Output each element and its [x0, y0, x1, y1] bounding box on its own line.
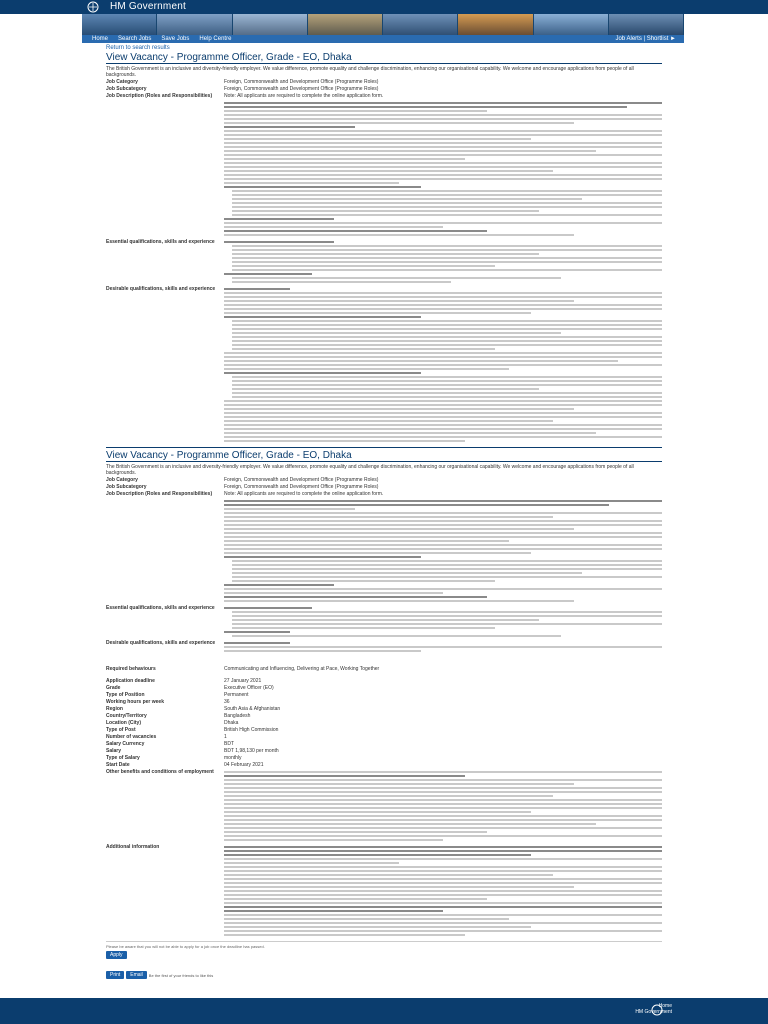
detail-row: Working hours per week 36 [106, 699, 230, 705]
detail-value: Note: All applicants are required to complete the online application form. [224, 491, 384, 497]
nav-item-help[interactable]: Help Centre [199, 36, 232, 42]
detail-label: Job Category [106, 477, 138, 483]
detail-row [106, 666, 662, 672]
detail-row: Grade Executive Officer (EO) [106, 685, 274, 691]
site-title[interactable]: HM Government [110, 1, 186, 12]
detail-label: Desirable qualifications, skills and experience [106, 640, 216, 646]
detail-row: Type of Position Permanent [106, 692, 249, 698]
nav-item-alerts[interactable]: Job Alerts | Shortlist ► [615, 36, 676, 42]
section-divider [106, 941, 662, 942]
detail-label: Desirable qualifications, skills and experience [106, 286, 216, 292]
intro-text: The British Government is an inclusive and diversity-friendly employer. We value difference, promote equality and challenge discrimination, enhancing our organisational capability. We welcome and encourage applications from people of all backgrounds. [106, 66, 634, 78]
detail-row: Location (City) Dhaka [106, 720, 239, 726]
detail-row [106, 491, 662, 497]
detail-label: Job Category [106, 79, 138, 85]
detail-row: Salary Currency BDT [106, 741, 234, 747]
detail-label: Job Subcategory [106, 484, 147, 490]
description-block [106, 498, 662, 604]
detail-row [106, 844, 662, 938]
detail-row: Application deadline 27 January 2021 [106, 678, 262, 684]
detail-row: Start Date 04 February 2021 [106, 762, 264, 768]
banner-photo [383, 14, 458, 35]
detail-value: Foreign, Commonwealth and Development Office (Programme Roles) [224, 477, 379, 483]
detail-row: Country/Territory Bangladesh [106, 713, 251, 719]
description-block [106, 100, 662, 238]
banner-photo [308, 14, 383, 35]
apply-button[interactable]: Apply [106, 951, 127, 959]
detail-label: Essential qualifications, skills and experience [106, 605, 215, 611]
detail-row [106, 769, 662, 843]
description-text [224, 100, 662, 238]
intro-text-repeat: The British Government is an inclusive and diversity-friendly employer. We value difference, promote equality and challenge discrimination, enhancing our organisational capability. We welcome and encourage applications from people of all backgrounds. [106, 464, 634, 476]
detail-value: Note: All applicants are required to complete the online application form. [224, 93, 384, 99]
detail-row [106, 86, 662, 92]
footer-link-home[interactable]: Home [658, 1003, 672, 1009]
print-button[interactable]: Print [106, 971, 124, 979]
vacancy-title: View Vacancy - Programme Officer, Grade - EO, Dhaka [106, 52, 662, 64]
detail-row [106, 605, 662, 639]
share-bar [106, 971, 662, 979]
detail-row [106, 93, 662, 99]
footer [0, 998, 768, 1024]
detail-row: Number of vacancies 1 [106, 734, 227, 740]
vacancy-title-repeat: View Vacancy - Programme Officer, Grade - EO, Dhaka [106, 450, 662, 462]
detail-label: Job Description (Roles and Responsibilities) [106, 93, 213, 99]
detail-label: Required behaviours [106, 666, 156, 672]
banner-photo [458, 14, 533, 35]
back-link[interactable]: Return to search results [106, 45, 170, 51]
main-nav [82, 35, 684, 43]
detail-row: Salary BDT 1,98,130 per month [106, 748, 279, 754]
banner-photo [157, 14, 232, 35]
detail-label: Other benefits and conditions of employment [106, 769, 214, 775]
detail-label: Essential qualifications, skills and experience [106, 239, 215, 245]
header-banner [82, 14, 684, 35]
detail-row [106, 286, 662, 444]
detail-value: Communicating and Influencing, Delivering at Pace, Working Together [224, 666, 380, 672]
email-button[interactable]: Email [126, 971, 147, 979]
share-text: Be the first of your friends to like this [148, 972, 214, 978]
detail-row: Region South Asia & Afghanistan [106, 706, 281, 712]
deadline-note: Please be aware that you will not be able to apply for a job once the deadline has passed. [106, 944, 265, 949]
nav-item-home[interactable]: Home [92, 36, 109, 42]
detail-row: Type of Post British High Commission [106, 727, 279, 733]
detail-row [106, 239, 662, 285]
detail-row [106, 484, 662, 490]
royal-crest-icon [82, 1, 104, 13]
banner-photo [609, 14, 684, 35]
top-bar [0, 0, 768, 14]
nav-item-search-jobs[interactable]: Search Jobs [118, 36, 152, 42]
nav-item-save-jobs[interactable]: Save Jobs [161, 36, 190, 42]
detail-label: Job Subcategory [106, 86, 147, 92]
detail-value: Foreign, Commonwealth and Development Office (Programme Roles) [224, 86, 379, 92]
detail-value: Foreign, Commonwealth and Development Office (Programme Roles) [224, 484, 379, 490]
detail-row [106, 79, 662, 85]
detail-label: Additional information [106, 844, 160, 850]
vacancy-content [106, 45, 662, 979]
section-divider [106, 447, 662, 448]
footer-brand: HM Government [635, 1009, 672, 1015]
detail-row: Type of Salary monthly [106, 755, 242, 761]
banner-photo [82, 14, 157, 35]
banner-photo [233, 14, 308, 35]
detail-row [106, 477, 662, 483]
detail-value: Foreign, Commonwealth and Development Office (Programme Roles) [224, 79, 379, 85]
detail-label: Job Description (Roles and Responsibilities) [106, 491, 213, 497]
detail-row [106, 640, 662, 654]
banner-photo [534, 14, 609, 35]
